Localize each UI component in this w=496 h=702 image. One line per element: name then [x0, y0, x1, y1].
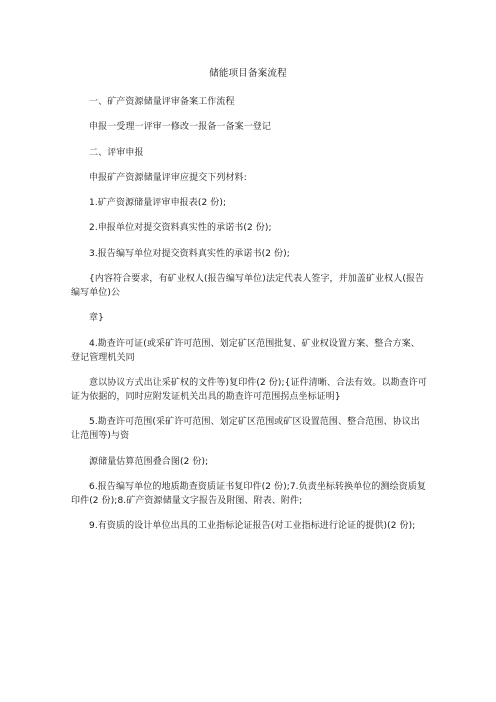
list-item: 2.申报单位对提交资料真实性的承诺书(2 份); — [89, 223, 272, 234]
list-item: 1.矿产资源储量评审申报表(2 份); — [89, 198, 227, 209]
paragraph: 意以协议方式出让采矿权的文件等)复印件(2 份);{证件清晰、合法有效。以勘查许可证为依据的，同时应附发证机关出具的勘查许可范围拐点坐标证明} — [71, 377, 427, 402]
list-item: 6.报告编写单位的地质勘查资质证书复印件(2 份);7.负责坐标转换单位的测绘资质复印件(2 份);8.矿产资源储量文字报告及附图、附表、附件; — [71, 481, 427, 506]
paragraph: 申报矿产资源储量评审应提交下列材料: — [89, 172, 247, 183]
document-title: 储能项目备案流程 — [209, 68, 287, 79]
paragraph: 源储量估算范围叠合图(2 份); — [89, 456, 209, 467]
list-item: 3.报告编写单位对提交资料真实性的承诺书(2 份); — [89, 248, 290, 259]
paragraph: 申报一受理一评审一修改一报备一备案一登记 — [89, 122, 272, 133]
list-item: 5.勘查许可范围(采矿许可范围、划定矿区范围或矿区设置范围、整合范围、协议出让范围等)与资 — [71, 417, 420, 442]
paragraph: {内容符合要求，有矿业权人(报告编写单位)法定代表人签字，并加盖矿业权人(报告编写单位)公 — [71, 274, 425, 299]
list-item: 4.勘查许可证(或采矿许可范围、划定矿区范围批复、矿业权设置方案、整合方案、登记管理机关同 — [71, 338, 420, 363]
section-heading: 二、评审申报 — [89, 147, 144, 158]
document-body — [71, 95, 427, 544]
paragraph: 章} — [89, 313, 104, 324]
section-heading: 一、矿产资源储量评审备案工作流程 — [89, 97, 235, 107]
list-item: 9.有资质的设计单位出具的工业指标论证报告(对工业指标进行论证的提供)(2 份); — [89, 521, 416, 532]
